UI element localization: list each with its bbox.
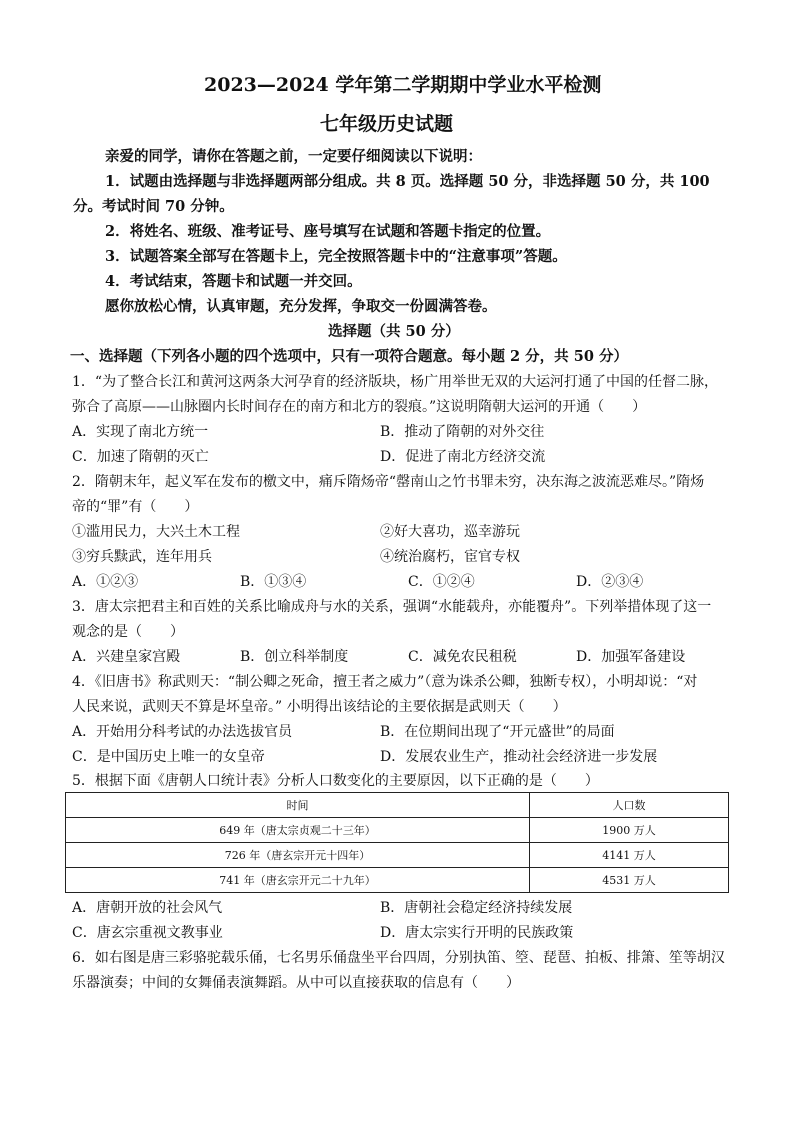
cell-population: 4531 万人 [530,868,729,893]
option-d: D．加强军备建设 [576,649,686,665]
option-b: B．创立科举制度 [240,649,349,665]
instruction-2: 2．将姓名、班级、准考证号、座号填写在试题和答题卡指定的位置。 [105,223,551,240]
question-stem: 弥合了高原——山脉圈内长时间存在的南方和北方的裂痕。”这说明隋朝大运河的开通（ ） [72,399,647,415]
statement-1: ①滥用民力，大兴土木工程 [72,524,240,540]
option-b: B．在位期间出现了“开元盛世”的局面 [380,724,615,740]
question-stem: 6．如右图是唐三彩骆驼载乐俑，七名男乐俑盘坐平台四周，分别执笛、箜、琵琶、拍板、排箫、笙等胡汉 [72,950,725,966]
option-c: C．唐玄宗重视文教事业 [72,925,223,941]
option-c: C．减免农民租税 [408,649,517,665]
question-stem: 4．《旧唐书》称武则天：“制公卿之死命，擅王者之威力”（意为诛杀公卿，独断专权），小明却说：“对 [72,674,698,690]
instruction-4: 4．考试结束，答题卡和试题一并交回。 [105,273,362,290]
statement-4: ④统治腐朽，宦官专权 [380,549,520,565]
question-stem: 3．唐太宗把君主和百姓的关系比喻成舟与水的关系，强调“水能载舟，亦能覆舟”。下列举措体现了这一 [72,599,712,615]
option-b: B．唐朝社会稳定经济持续发展 [380,900,573,916]
instruction-3: 3．试题答案全部写在答题卡上，完全按照答题卡中的“注意事项”答题。 [105,248,567,265]
part-title: 一、选择题（下列各小题的四个选项中，只有一项符合题意。每小题 2 分，共 50 分） [70,348,628,365]
question-stem: 2．隋朝末年，起义军在发布的檄文中，痛斥隋炀帝“罄南山之竹书罪未穷，决东海之波流恶难尽。”隋炀 [72,474,705,490]
population-table [65,792,729,893]
statement-3: ③穷兵黩武，连年用兵 [72,549,212,565]
option-b: B．推动了隋朝的对外交往 [380,424,545,440]
table-row [66,868,729,893]
option-b: B．①③④ [240,574,307,590]
option-a: A．兴建皇家宫殿 [72,649,181,665]
instruction-1-line1: 1．试题由选择题与非选择题两部分组成。共 8 页。选择题 50 分，非选择题 50 分，共 100 [105,173,710,190]
table-header-row [66,793,729,818]
option-a: A．实现了南北方统一 [72,424,209,440]
instruction-1-line2: 分。考试时间 70 分钟。 [73,198,234,215]
option-a: A．唐朝开放的社会风气 [72,900,223,916]
cell-population: 1900 万人 [530,818,729,843]
option-d: D．唐太宗实行开明的民族政策 [380,925,574,941]
statement-2: ②好大喜功，巡幸游玩 [380,524,520,540]
page-title: 2023—2024 学年第二学期期中学业水平检测 [204,74,602,96]
option-c: C．是中国历史上唯一的女皇帝 [72,749,265,765]
column-header-population: 人口数 [530,793,729,818]
option-d: D．发展农业生产，推动社会经济进一步发展 [380,749,658,765]
question-stem: 观念的是（ ） [72,624,184,640]
cell-population: 4141 万人 [530,843,729,868]
option-a: A．①②③ [72,574,139,590]
instruction-closing: 愿你放松心情，认真审题，充分发挥，争取交一份圆满答卷。 [105,298,497,315]
instruction-greeting: 亲爱的同学，请你在答题之前，一定要仔细阅读以下说明： [105,148,482,165]
question-stem: 1．“为了整合长江和黄河这两条大河孕育的经济版块，杨广用举世无双的大运河打通了中国的任督二脉， [72,374,719,390]
cell-time: 649 年（唐太宗贞观二十三年） [66,818,530,843]
page-subtitle: 七年级历史试题 [320,113,454,135]
option-d: D．促进了南北方经济交流 [380,449,546,465]
option-d: D．②③④ [576,574,644,590]
option-a: A．开始用分科考试的办法选拔官员 [72,724,293,740]
cell-time: 726 年（唐玄宗开元十四年） [66,843,530,868]
column-header-time: 时间 [66,793,530,818]
table-row [66,818,729,843]
cell-time: 741 年（唐玄宗开元二十九年） [66,868,530,893]
section-heading: 选择题（共 50 分） [328,323,460,340]
option-c: C．①②④ [408,574,475,590]
question-stem: 帝的“罪”有（ ） [72,499,199,515]
question-stem: 人民来说，武则天不算是坏皇帝。” 小明得出该结论的主要依据是武则天（ ） [72,699,567,715]
option-c: C．加速了隋朝的灭亡 [72,449,209,465]
question-stem: 5．根据下面《唐朝人口统计表》分析人口数变化的主要原因，以下正确的是（ ） [72,773,599,789]
table-row [66,843,729,868]
question-stem: 乐器演奏；中间的女舞俑表演舞蹈。从中可以直接获取的信息有（ ） [72,975,520,991]
